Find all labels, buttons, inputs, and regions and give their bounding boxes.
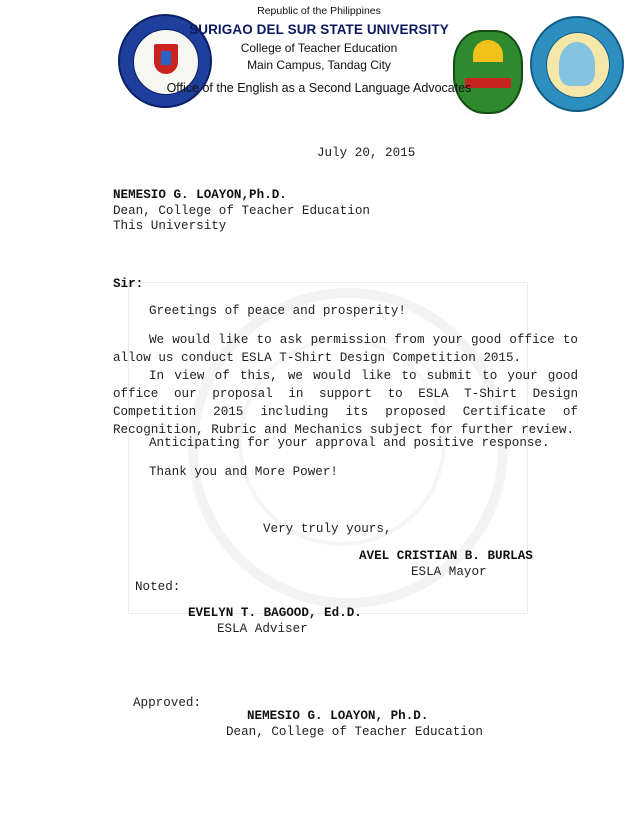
approved-name: NEMESIO G. LOAYON, Ph.D. (247, 709, 429, 723)
approved-label: Approved: (133, 696, 202, 710)
university-name: SURIGAO DEL SUR STATE UNIVERSITY (189, 22, 449, 37)
paragraph-1 (113, 331, 578, 367)
paragraph-2-line: Competition 2015 including its proposed Certificate of (113, 405, 578, 419)
paragraph-2-line: In view of this, we would like to submit to your good (149, 369, 578, 383)
noted-label: Noted: (135, 580, 181, 594)
salutation: Sir: (113, 277, 144, 291)
signer-title: ESLA Mayor (411, 565, 487, 579)
republic-line: Republic of the Philippines (257, 5, 381, 17)
closing: Very truly yours, (263, 522, 392, 536)
office-line: Office of the English as a Second Language Advocates (166, 81, 472, 95)
approved-title: Dean, College of Teacher Education (226, 725, 483, 739)
paragraph-1-line: allow us conduct ESLA T-Shirt Design Competition 2015. (113, 351, 522, 365)
paragraph-1-line: We would like to ask permission from your good office to (149, 333, 578, 347)
paragraph-2-line: office our proposal in support to ESLA T-Shirt Design (113, 387, 578, 401)
recipient-name: NEMESIO G. LOAYON,Ph.D. (113, 188, 287, 202)
letter-date: July 20, 2015 (317, 146, 416, 160)
paragraph-3: Anticipating for your approval and positive response. (149, 436, 550, 450)
paragraph-2-line: Recognition, Rubric and Mechanics subject for further review. (113, 423, 575, 437)
paragraph-2 (113, 367, 578, 439)
noted-name: EVELYN T. BAGOOD, Ed.D. (188, 606, 362, 620)
greeting: Greetings of peace and prosperity! (149, 304, 406, 318)
signer-name: AVEL CRISTIAN B. BURLAS (359, 549, 533, 563)
college-name: College of Teacher Education (240, 41, 398, 55)
letterhead (0, 0, 638, 120)
recipient-org: This University (113, 219, 227, 233)
campus-line: Main Campus, Tandag City (247, 58, 391, 72)
paragraph-4: Thank you and More Power! (149, 465, 338, 479)
recipient-title: Dean, College of Teacher Education (113, 204, 370, 218)
noted-title: ESLA Adviser (217, 622, 308, 636)
